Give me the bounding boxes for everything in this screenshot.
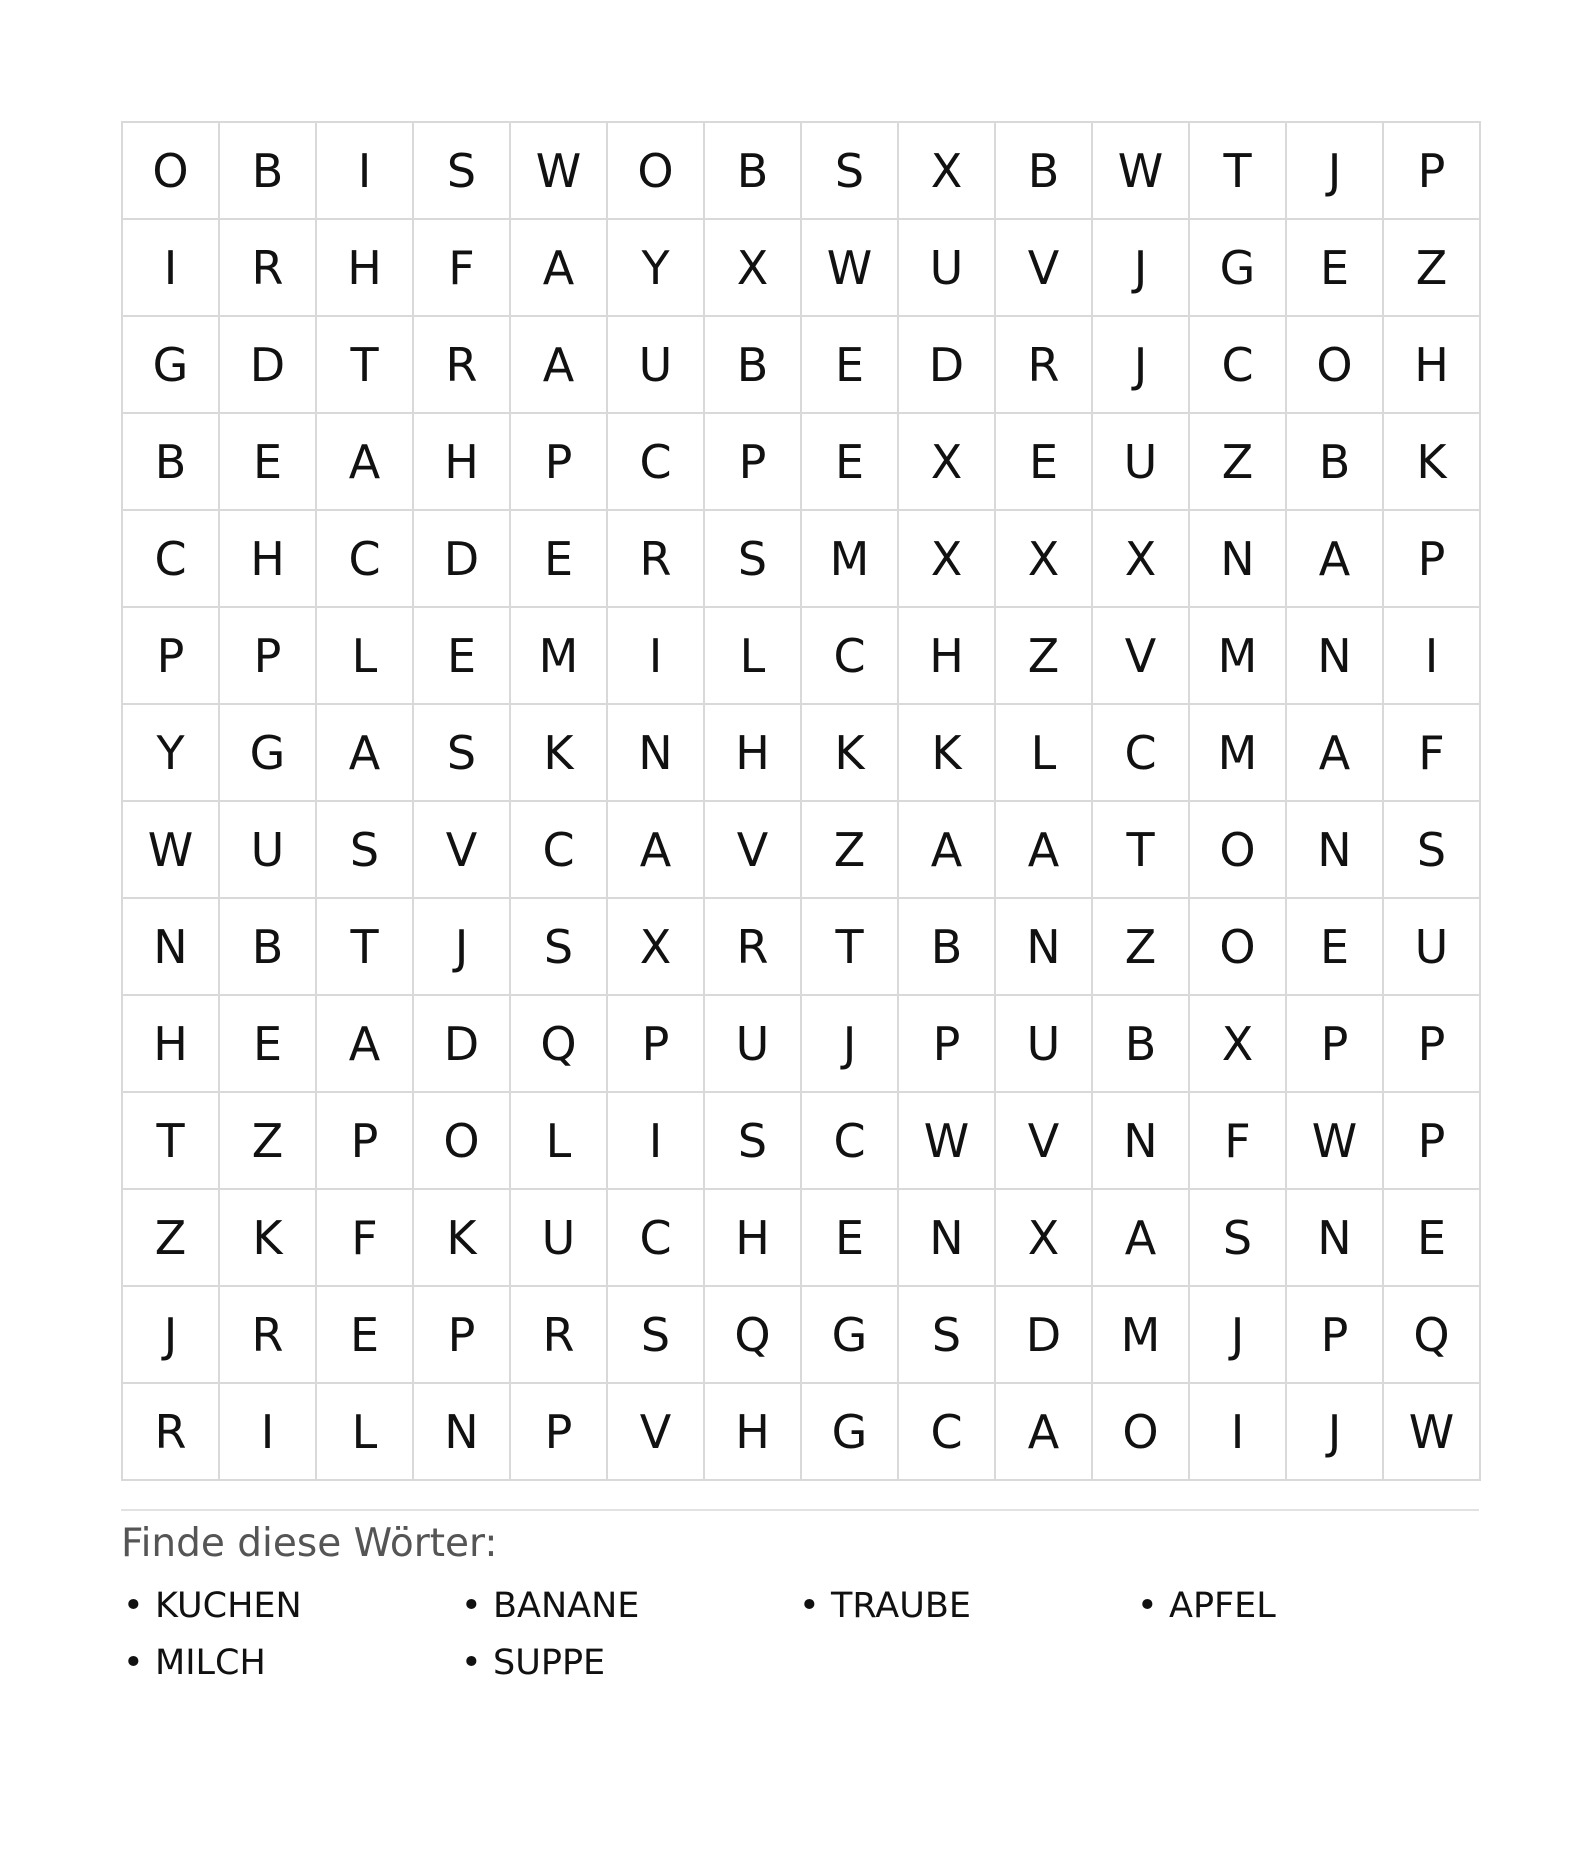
grid-cell[interactable]: D bbox=[414, 511, 511, 608]
grid-cell[interactable]: J bbox=[1287, 123, 1384, 220]
grid-cell[interactable]: I bbox=[608, 608, 705, 705]
grid-cell[interactable]: B bbox=[123, 414, 220, 511]
grid-cell[interactable]: A bbox=[1093, 1190, 1190, 1287]
grid-cell[interactable]: M bbox=[1190, 608, 1287, 705]
grid-cell[interactable]: W bbox=[802, 220, 899, 317]
grid-cell[interactable]: E bbox=[996, 414, 1093, 511]
word-list-item bbox=[121, 1584, 459, 1629]
grid-cell[interactable]: U bbox=[511, 1190, 608, 1287]
grid-cell[interactable]: W bbox=[123, 802, 220, 899]
grid-cell[interactable]: C bbox=[123, 511, 220, 608]
bullet-icon: • bbox=[1137, 1585, 1158, 1626]
grid-cell[interactable]: L bbox=[317, 608, 414, 705]
grid-cell[interactable]: B bbox=[705, 123, 802, 220]
grid-cell[interactable]: L bbox=[705, 608, 802, 705]
grid-cell[interactable]: H bbox=[899, 608, 996, 705]
grid-cell[interactable]: V bbox=[996, 220, 1093, 317]
grid-cell[interactable]: X bbox=[899, 123, 996, 220]
grid-cell[interactable]: P bbox=[1287, 996, 1384, 1093]
grid-cell[interactable]: N bbox=[899, 1190, 996, 1287]
grid-cell[interactable]: R bbox=[705, 899, 802, 996]
grid-cell[interactable]: I bbox=[220, 1384, 317, 1481]
grid-cell[interactable]: Z bbox=[1093, 899, 1190, 996]
grid-cell[interactable]: A bbox=[996, 802, 1093, 899]
grid-cell[interactable]: C bbox=[317, 511, 414, 608]
grid-cell[interactable]: I bbox=[123, 220, 220, 317]
grid-cell[interactable]: J bbox=[123, 1287, 220, 1384]
grid-cell[interactable]: T bbox=[317, 317, 414, 414]
grid-cell[interactable]: E bbox=[220, 414, 317, 511]
grid-cell[interactable]: E bbox=[802, 414, 899, 511]
word-label: BANANE bbox=[493, 1585, 640, 1626]
grid-cell[interactable]: Z bbox=[996, 608, 1093, 705]
grid-cell[interactable]: J bbox=[414, 899, 511, 996]
word-label: KUCHEN bbox=[155, 1585, 302, 1626]
grid-cell[interactable]: O bbox=[1093, 1384, 1190, 1481]
grid-cell[interactable]: O bbox=[608, 123, 705, 220]
grid-cell[interactable]: Y bbox=[123, 705, 220, 802]
grid-cell[interactable]: L bbox=[317, 1384, 414, 1481]
grid-cell[interactable]: V bbox=[705, 802, 802, 899]
grid-cell[interactable]: X bbox=[899, 511, 996, 608]
grid-cell[interactable]: S bbox=[414, 123, 511, 220]
grid-cell[interactable]: A bbox=[317, 414, 414, 511]
grid-cell[interactable]: A bbox=[996, 1384, 1093, 1481]
grid-cell[interactable]: H bbox=[414, 414, 511, 511]
grid-cell[interactable]: F bbox=[1384, 705, 1481, 802]
grid-cell[interactable]: M bbox=[802, 511, 899, 608]
grid-cell[interactable]: H bbox=[705, 1384, 802, 1481]
grid-cell[interactable]: A bbox=[317, 705, 414, 802]
grid-cell[interactable]: R bbox=[220, 1287, 317, 1384]
grid-cell[interactable]: P bbox=[511, 1384, 608, 1481]
grid-cell[interactable]: B bbox=[705, 317, 802, 414]
grid-cell[interactable]: W bbox=[899, 1093, 996, 1190]
grid-cell[interactable]: W bbox=[1384, 1384, 1481, 1481]
word-list bbox=[121, 1584, 1479, 1686]
divider bbox=[121, 1509, 1479, 1511]
grid-cell[interactable]: O bbox=[414, 1093, 511, 1190]
grid-cell[interactable]: X bbox=[996, 511, 1093, 608]
grid-cell[interactable]: J bbox=[1093, 220, 1190, 317]
grid-cell[interactable]: C bbox=[608, 414, 705, 511]
grid-cell[interactable]: J bbox=[1093, 317, 1190, 414]
grid-cell[interactable]: O bbox=[1287, 317, 1384, 414]
grid-cell[interactable]: C bbox=[899, 1384, 996, 1481]
grid-cell[interactable]: C bbox=[802, 608, 899, 705]
grid-cell[interactable]: H bbox=[705, 1190, 802, 1287]
grid-cell[interactable]: S bbox=[317, 802, 414, 899]
grid-cell[interactable]: W bbox=[1093, 123, 1190, 220]
grid-cell[interactable]: I bbox=[1384, 608, 1481, 705]
grid-cell[interactable]: E bbox=[1287, 220, 1384, 317]
grid-cell[interactable]: P bbox=[220, 608, 317, 705]
grid-cell[interactable]: O bbox=[1190, 899, 1287, 996]
grid-cell[interactable]: D bbox=[996, 1287, 1093, 1384]
grid-cell[interactable]: C bbox=[1093, 705, 1190, 802]
grid-cell[interactable]: T bbox=[317, 899, 414, 996]
grid-cell[interactable]: S bbox=[705, 511, 802, 608]
word-label: TRAUBE bbox=[831, 1585, 971, 1626]
grid-cell[interactable]: S bbox=[1384, 802, 1481, 899]
grid-cell[interactable]: H bbox=[317, 220, 414, 317]
grid-cell[interactable]: R bbox=[608, 511, 705, 608]
grid-cell[interactable]: U bbox=[220, 802, 317, 899]
grid-cell[interactable]: G bbox=[802, 1287, 899, 1384]
grid-cell[interactable]: U bbox=[608, 317, 705, 414]
grid-cell[interactable]: S bbox=[414, 705, 511, 802]
grid-cell[interactable]: J bbox=[1287, 1384, 1384, 1481]
grid-cell[interactable]: X bbox=[1093, 511, 1190, 608]
grid-cell[interactable]: Z bbox=[1384, 220, 1481, 317]
grid-cell[interactable]: M bbox=[511, 608, 608, 705]
grid-cell[interactable]: W bbox=[1287, 1093, 1384, 1190]
grid-cell[interactable]: F bbox=[414, 220, 511, 317]
grid-cell[interactable]: C bbox=[802, 1093, 899, 1190]
grid-cell[interactable]: Z bbox=[1190, 414, 1287, 511]
grid-cell[interactable]: N bbox=[123, 899, 220, 996]
grid-cell[interactable]: X bbox=[899, 414, 996, 511]
grid-cell[interactable]: A bbox=[317, 996, 414, 1093]
grid-cell[interactable]: N bbox=[996, 899, 1093, 996]
grid-cell[interactable]: Q bbox=[1384, 1287, 1481, 1384]
word-list-item bbox=[459, 1641, 797, 1686]
word-list-item bbox=[459, 1584, 797, 1629]
word-list-item bbox=[121, 1641, 459, 1686]
word-search-puzzle bbox=[121, 121, 1479, 1686]
grid-cell[interactable]: D bbox=[220, 317, 317, 414]
letter-grid bbox=[121, 121, 1481, 1481]
grid-cell[interactable]: N bbox=[1287, 608, 1384, 705]
grid-cell[interactable]: S bbox=[899, 1287, 996, 1384]
word-list-item bbox=[797, 1584, 1135, 1629]
bullet-icon: • bbox=[123, 1642, 144, 1683]
grid-cell[interactable]: N bbox=[1287, 802, 1384, 899]
grid-cell[interactable]: O bbox=[123, 123, 220, 220]
grid-cell[interactable]: Z bbox=[802, 802, 899, 899]
grid-cell[interactable]: P bbox=[1384, 511, 1481, 608]
grid-cell[interactable]: S bbox=[511, 899, 608, 996]
grid-cell[interactable]: T bbox=[123, 1093, 220, 1190]
grid-cell[interactable]: G bbox=[1190, 220, 1287, 317]
grid-cell[interactable]: K bbox=[220, 1190, 317, 1287]
grid-cell[interactable]: P bbox=[414, 1287, 511, 1384]
grid-cell[interactable]: V bbox=[414, 802, 511, 899]
grid-cell[interactable]: C bbox=[608, 1190, 705, 1287]
grid-cell[interactable]: E bbox=[1384, 1190, 1481, 1287]
grid-cell[interactable]: J bbox=[802, 996, 899, 1093]
grid-cell[interactable]: P bbox=[899, 996, 996, 1093]
grid-cell[interactable]: G bbox=[802, 1384, 899, 1481]
grid-cell[interactable]: C bbox=[511, 802, 608, 899]
bullet-icon: • bbox=[461, 1585, 482, 1626]
grid-cell[interactable]: R bbox=[996, 317, 1093, 414]
grid-cell[interactable]: X bbox=[608, 899, 705, 996]
grid-cell[interactable]: J bbox=[1190, 1287, 1287, 1384]
grid-cell[interactable]: W bbox=[511, 123, 608, 220]
grid-cell[interactable]: P bbox=[1384, 123, 1481, 220]
grid-cell[interactable]: E bbox=[802, 317, 899, 414]
grid-cell[interactable]: Y bbox=[608, 220, 705, 317]
grid-cell[interactable]: M bbox=[1093, 1287, 1190, 1384]
words-heading: Finde diese Wörter: bbox=[121, 1521, 498, 1566]
word-label: SUPPE bbox=[493, 1642, 606, 1683]
grid-cell[interactable]: P bbox=[511, 414, 608, 511]
grid-cell[interactable]: U bbox=[705, 996, 802, 1093]
grid-cell[interactable]: D bbox=[414, 996, 511, 1093]
grid-cell[interactable]: E bbox=[414, 608, 511, 705]
grid-cell[interactable]: S bbox=[802, 123, 899, 220]
grid-cell[interactable]: I bbox=[317, 123, 414, 220]
grid-cell[interactable]: S bbox=[1190, 1190, 1287, 1287]
grid-cell[interactable]: S bbox=[608, 1287, 705, 1384]
grid-cell[interactable]: U bbox=[899, 220, 996, 317]
grid-cell[interactable]: Z bbox=[220, 1093, 317, 1190]
grid-cell[interactable]: F bbox=[1190, 1093, 1287, 1190]
grid-cell[interactable]: H bbox=[1384, 317, 1481, 414]
word-list-item bbox=[1135, 1584, 1473, 1629]
grid-cell[interactable]: B bbox=[1093, 996, 1190, 1093]
grid-cell[interactable]: U bbox=[996, 996, 1093, 1093]
grid-cell[interactable]: Q bbox=[705, 1287, 802, 1384]
grid-cell[interactable]: L bbox=[996, 705, 1093, 802]
grid-cell[interactable]: K bbox=[1384, 414, 1481, 511]
grid-cell[interactable]: P bbox=[705, 414, 802, 511]
grid-cell[interactable]: B bbox=[996, 123, 1093, 220]
grid-cell[interactable]: E bbox=[511, 511, 608, 608]
grid-cell[interactable]: E bbox=[317, 1287, 414, 1384]
grid-cell[interactable]: H bbox=[705, 705, 802, 802]
grid-cell[interactable]: R bbox=[511, 1287, 608, 1384]
grid-cell[interactable]: X bbox=[705, 220, 802, 317]
grid-cell[interactable]: A bbox=[1287, 511, 1384, 608]
grid-cell[interactable]: I bbox=[1190, 1384, 1287, 1481]
grid-cell[interactable]: P bbox=[123, 608, 220, 705]
grid-cell[interactable]: N bbox=[1093, 1093, 1190, 1190]
grid-cell[interactable]: K bbox=[802, 705, 899, 802]
grid-cell[interactable]: B bbox=[220, 123, 317, 220]
grid-cell[interactable]: X bbox=[996, 1190, 1093, 1287]
grid-cell[interactable]: E bbox=[802, 1190, 899, 1287]
grid-cell[interactable]: V bbox=[996, 1093, 1093, 1190]
grid-cell[interactable]: B bbox=[899, 899, 996, 996]
grid-cell[interactable]: T bbox=[1093, 802, 1190, 899]
grid-cell[interactable]: F bbox=[317, 1190, 414, 1287]
word-label: APFEL bbox=[1169, 1585, 1276, 1626]
grid-cell[interactable]: K bbox=[414, 1190, 511, 1287]
grid-cell[interactable]: G bbox=[220, 705, 317, 802]
word-label: MILCH bbox=[155, 1642, 266, 1683]
grid-cell[interactable]: R bbox=[220, 220, 317, 317]
grid-cell[interactable]: P bbox=[1384, 1093, 1481, 1190]
grid-cell[interactable]: A bbox=[1287, 705, 1384, 802]
grid-cell[interactable]: A bbox=[608, 802, 705, 899]
grid-cell[interactable]: D bbox=[899, 317, 996, 414]
grid-cell[interactable]: E bbox=[1287, 899, 1384, 996]
grid-cell[interactable]: P bbox=[317, 1093, 414, 1190]
grid-cell[interactable]: V bbox=[1093, 608, 1190, 705]
grid-cell[interactable]: N bbox=[1287, 1190, 1384, 1287]
grid-cell[interactable]: M bbox=[1190, 705, 1287, 802]
grid-cell[interactable]: I bbox=[608, 1093, 705, 1190]
grid-cell[interactable]: K bbox=[511, 705, 608, 802]
grid-cell[interactable]: T bbox=[802, 899, 899, 996]
grid-cell[interactable]: X bbox=[1190, 996, 1287, 1093]
grid-cell[interactable]: S bbox=[705, 1093, 802, 1190]
grid-cell[interactable]: N bbox=[414, 1384, 511, 1481]
grid-cell[interactable]: U bbox=[1384, 899, 1481, 996]
grid-cell[interactable]: N bbox=[608, 705, 705, 802]
grid-cell[interactable]: V bbox=[608, 1384, 705, 1481]
grid-cell[interactable]: C bbox=[1190, 317, 1287, 414]
grid-cell[interactable]: T bbox=[1190, 123, 1287, 220]
grid-cell[interactable]: A bbox=[511, 317, 608, 414]
grid-cell[interactable]: P bbox=[1287, 1287, 1384, 1384]
grid-cell[interactable]: N bbox=[1190, 511, 1287, 608]
grid-cell[interactable]: H bbox=[123, 996, 220, 1093]
grid-cell[interactable]: B bbox=[1287, 414, 1384, 511]
grid-cell[interactable]: A bbox=[511, 220, 608, 317]
grid-cell[interactable]: P bbox=[608, 996, 705, 1093]
grid-cell[interactable]: O bbox=[1190, 802, 1287, 899]
grid-cell[interactable]: U bbox=[1093, 414, 1190, 511]
grid-cell[interactable]: B bbox=[220, 899, 317, 996]
grid-cell[interactable]: E bbox=[220, 996, 317, 1093]
bullet-icon: • bbox=[461, 1642, 482, 1683]
bullet-icon: • bbox=[123, 1585, 144, 1626]
grid-cell[interactable]: L bbox=[511, 1093, 608, 1190]
grid-cell[interactable]: K bbox=[899, 705, 996, 802]
grid-cell[interactable]: P bbox=[1384, 996, 1481, 1093]
grid-cell[interactable]: Q bbox=[511, 996, 608, 1093]
grid-cell[interactable]: A bbox=[899, 802, 996, 899]
grid-cell[interactable]: H bbox=[220, 511, 317, 608]
grid-cell[interactable]: Z bbox=[123, 1190, 220, 1287]
grid-cell[interactable]: G bbox=[123, 317, 220, 414]
bullet-icon: • bbox=[799, 1585, 820, 1626]
grid-cell[interactable]: R bbox=[123, 1384, 220, 1481]
grid-cell[interactable]: R bbox=[414, 317, 511, 414]
